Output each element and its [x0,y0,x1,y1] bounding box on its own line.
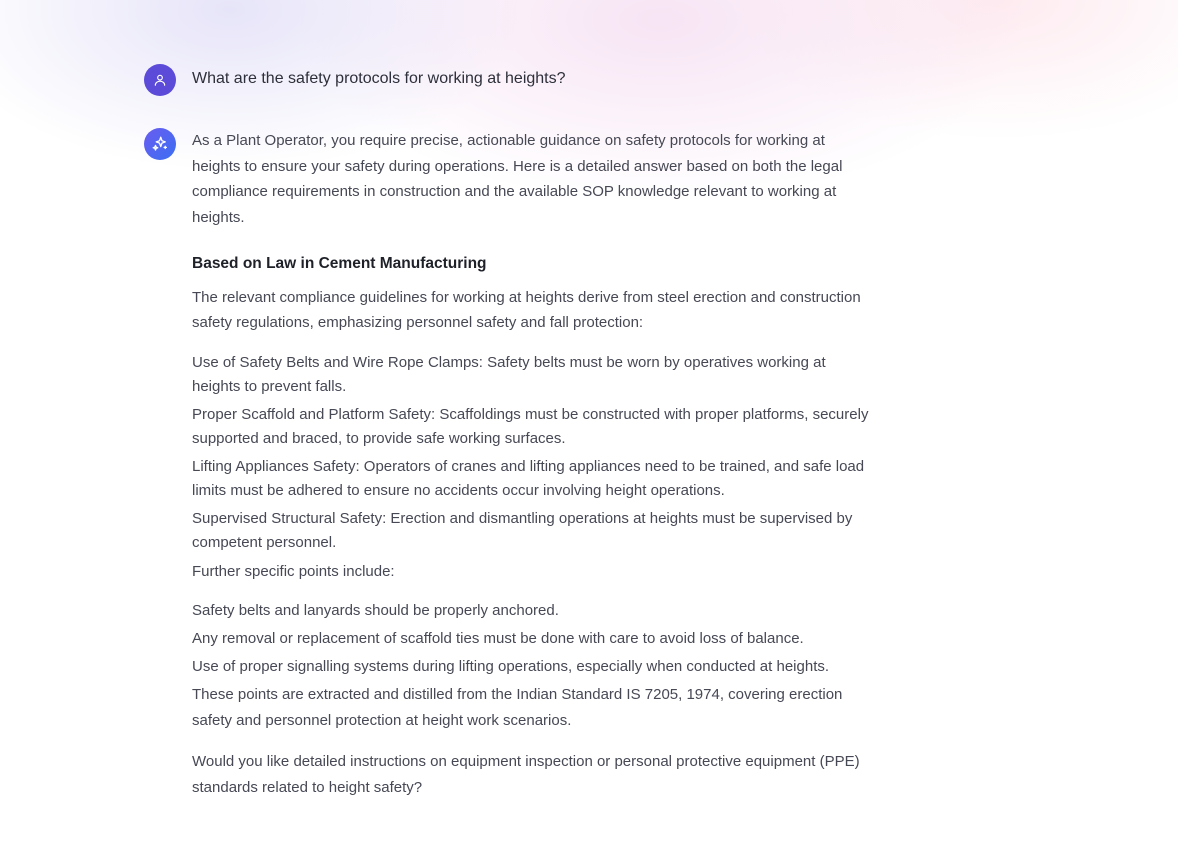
user-message-text: What are the safety protocols for working at heights? [192,70,566,87]
list-item: Any removal or replacement of scaffold ties must be done with care to avoid loss of balance. [192,630,804,647]
further-points-label: Further specific points include: [192,562,395,580]
list-item: Supervised Structural Safety: Erection and dismantling operations at heights must be supervised by competent personnel. [192,509,853,551]
assistant-avatar [144,128,176,160]
list-item: Lifting Appliances Safety: Operators of cranes and lifting appliances need to be trained, and safe load limits must be adhered to ensure no accidents occur involving height operations. [192,457,865,499]
section-description: The relevant compliance guidelines for working at heights derive from steel erection and construction safety regulations, emphasizing personnel safety and fall protection: [192,288,861,331]
list-item: Use of Safety Belts and Wire Rope Clamps: Safety belts must be worn by operatives working at heights to prevent falls. [192,353,826,395]
list-item: Use of proper signalling systems during lifting operations, especially when conducted at heights. [192,658,830,675]
list-item: Proper Scaffold and Platform Safety: Scaffoldings must be constructed with proper platforms, securely supported and braced, to provide safe working surfaces. [192,405,869,447]
user-avatar [144,64,176,96]
section-heading: Based on Law in Cement Manufacturing [192,255,487,272]
assistant-message-body [192,128,872,801]
user-icon [153,73,167,87]
points-list [192,599,872,679]
list-item: Safety belts and lanyards should be properly anchored. [192,602,559,619]
user-message-row [144,64,1024,96]
answer-intro: As a Plant Operator, you require precise, actionable guidance on safety protocols for working at heights to ensure your safety during operations. Here is a detailed answer based on both the legal compliance requirements in construction and the available SOP knowledge relevant to working at heights. [192,132,843,226]
sparkles-icon [151,135,169,153]
closing-question: Would you like detailed instructions on equipment inspection or personal protective equipment (PPE) standards related to height safety? [192,753,860,796]
source-note: These points are extracted and distilled from the Indian Standard IS 7205, 1974, covering erection safety and personnel protection at height work scenarios. [192,686,843,729]
guidelines-list [192,351,872,555]
